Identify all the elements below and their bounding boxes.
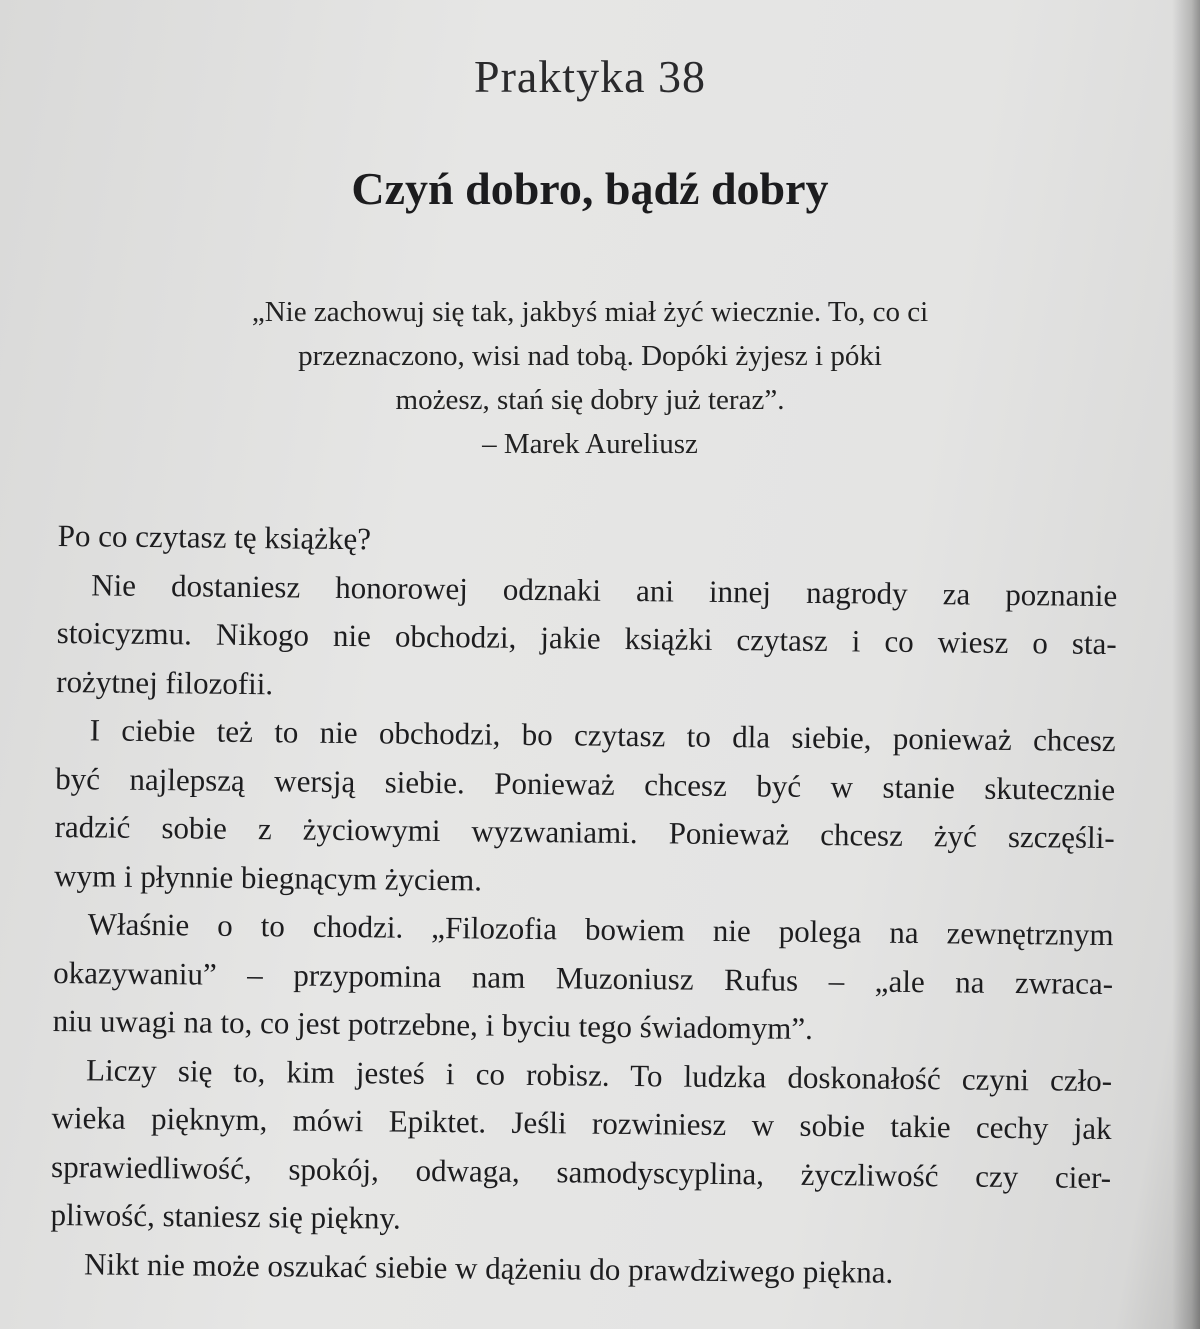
paragraph-line: sprawiedliwość, spokój, odwaga, samodyscyplina, życzliwość czy cier- xyxy=(50,1148,1112,1195)
paragraph-line: pliwość, staniesz się piękny. xyxy=(50,1196,401,1236)
epigraph-line: możesz, stań się dobry już teraz”. xyxy=(395,384,785,416)
paragraph-line: okazywaniu” – przypomina nam Muzoniusz Rufus – „ale na zwraca- xyxy=(52,954,1114,1001)
paragraph-line: I ciebie też to nie obchodzi, bo czytasz to dla siebie, ponieważ chcesz xyxy=(89,712,1116,759)
paragraph-line: Nikt nie może oszukać siebie w dążeniu do prawdziwego piękna. xyxy=(83,1245,894,1290)
paragraph-line: wym i płynnie biegnącym życiem. xyxy=(54,857,483,897)
paragraph-line: wieka pięknym, mówi Epiktet. Jeśli rozwiniesz w sobie takie cechy jak xyxy=(51,1099,1112,1147)
paragraph-line: być najlepszą wersją siebie. Ponieważ chcesz być w stanie skutecznie xyxy=(55,760,1116,807)
paragraph-line: rożytnej filozofii. xyxy=(56,663,274,701)
epigraph-line: przeznaczono, wisi nad tobą. Dopóki żyjesz i póki xyxy=(298,340,882,372)
body-text xyxy=(50,512,1118,1299)
epigraph-author: – Marek Aureliusz xyxy=(482,428,698,460)
paragraph-line: radzić sobie z życiowymi wyzwaniami. Ponieważ chcesz żyć szczęśli- xyxy=(54,808,1115,856)
paragraph-line: Nie dostaniesz honorowej odznaki ani innej nagrody za poznanie xyxy=(91,566,1118,613)
chapter-title: Czyń dobro, bądź dobry xyxy=(351,163,829,214)
paragraph-line: stoicyzmu. Nikogo nie obchodzi, jakie książki czytasz i co wiesz o sta- xyxy=(56,614,1117,662)
epigraph-quote xyxy=(0,290,1180,466)
epigraph-line: „Nie zachowuj się tak, jakbyś miał żyć wiecznie. To, co ci xyxy=(251,296,929,328)
paragraph-line: Liczy się to, kim jesteś i co robisz. To ludzka doskonałość czyni czło- xyxy=(85,1051,1113,1098)
paragraph-line: niu uwagi na to, co jest potrzebne, i byciu tego świadomym”. xyxy=(52,1002,814,1046)
paragraph-line: Właśnie o to chodzi. „Filozofia bowiem nie polega na zewnętrznym xyxy=(87,906,1114,953)
practice-number: Praktyka 38 xyxy=(473,51,706,102)
paragraph-line: Po co czytasz tę książkę? xyxy=(57,517,372,557)
